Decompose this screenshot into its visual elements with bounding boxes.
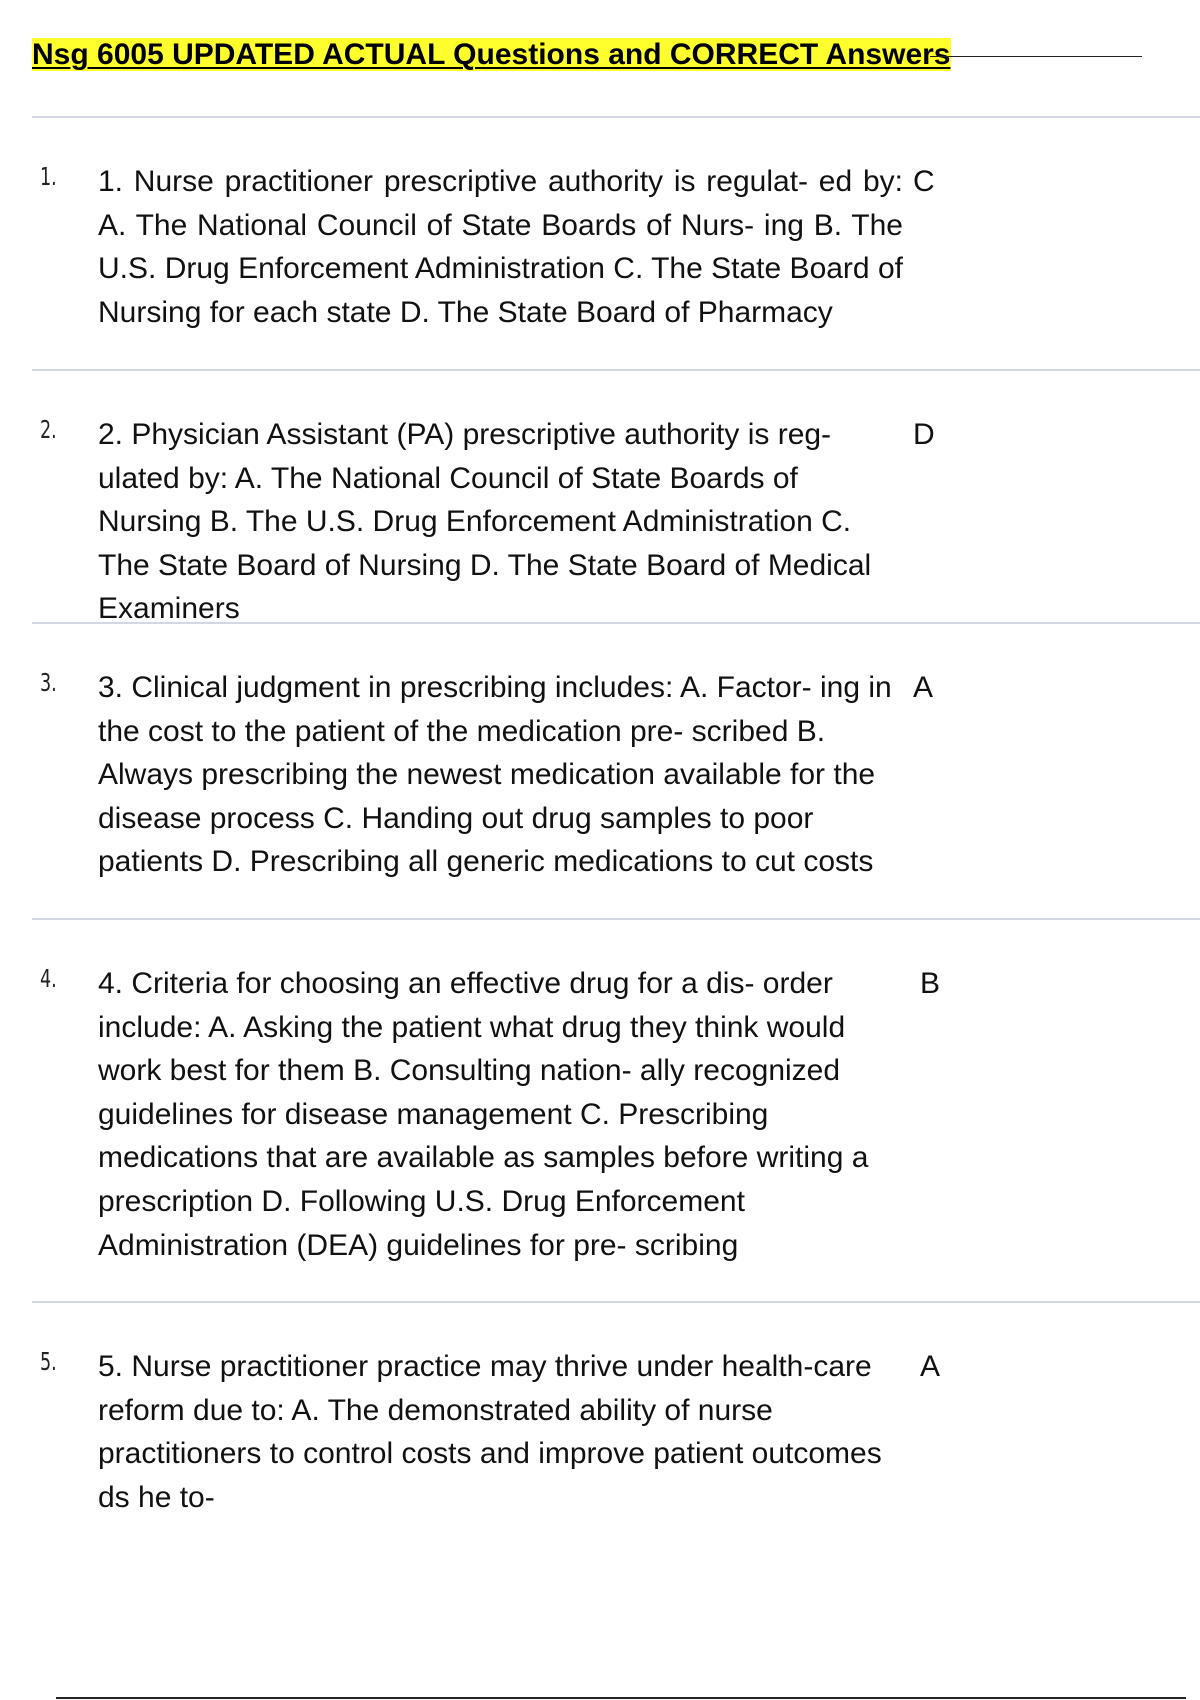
answer-letter: B [920, 967, 941, 1000]
header-divider [32, 116, 1200, 118]
question-text: 5. Nurse practitioner practice may thrive under health-care reform due to: A. The demonstrated ability of nurse practitioners to control costs and improve patient outcomes ds he to- [98, 1350, 882, 1514]
answer-letter: A [913, 671, 934, 704]
item-number: 5. [40, 1347, 57, 1376]
row-divider [32, 622, 1200, 624]
title-rule [930, 56, 1142, 57]
document-title: Nsg 6005 UPDATED ACTUAL Questions and CORRECT Answers [32, 38, 951, 71]
question-text: 1. Nurse practitioner prescriptive authority is regulat- ed by: A. The National Council of State Boards of Nurs- ing B. The U.S. Drug Enforcement Administration C. The State Board of Nursing for each state D. The State Board of Pharmacy [98, 165, 903, 329]
answer-letter: C [913, 165, 935, 198]
footer-rule [56, 1697, 1186, 1699]
item-number: 1. [40, 162, 57, 191]
answer-letter: A [920, 1350, 941, 1383]
question-text: 3. Clinical judgment in prescribing includes: A. Factor- ing in the cost to the patient of the medication pre- scribed B. Always prescribing the newest medication available for the disease process C. Handing out drug samples to poor patients D. Prescribing all generic medications to cut costs [98, 671, 892, 879]
item-number: 4. [40, 964, 57, 993]
document-header [32, 36, 1142, 73]
row-divider [32, 369, 1200, 371]
row-divider [32, 918, 1200, 920]
answer-letter: D [913, 418, 935, 451]
item-number: 2. [40, 415, 57, 444]
item-number: 3. [40, 668, 57, 697]
row-divider [32, 1301, 1200, 1303]
question-text: 2. Physician Assistant (PA) prescriptive authority is reg- ulated by: A. The National Council of State Boards of Nursing B. The U.S. Drug Enforcement Administration C. The State Board of Nursing D. The State Board of Medical Examiners [98, 418, 872, 626]
question-text: 4. Criteria for choosing an effective drug for a dis- order include: A. Asking the patient what drug they think would work best for them B. Consulting nation- ally recognized guidelines for disease management C. Prescribing medications that are available as samples before writing a prescription D. Following U.S. Drug Enforcement Administration (DEA) guidelines for pre- scribing [98, 967, 869, 1262]
